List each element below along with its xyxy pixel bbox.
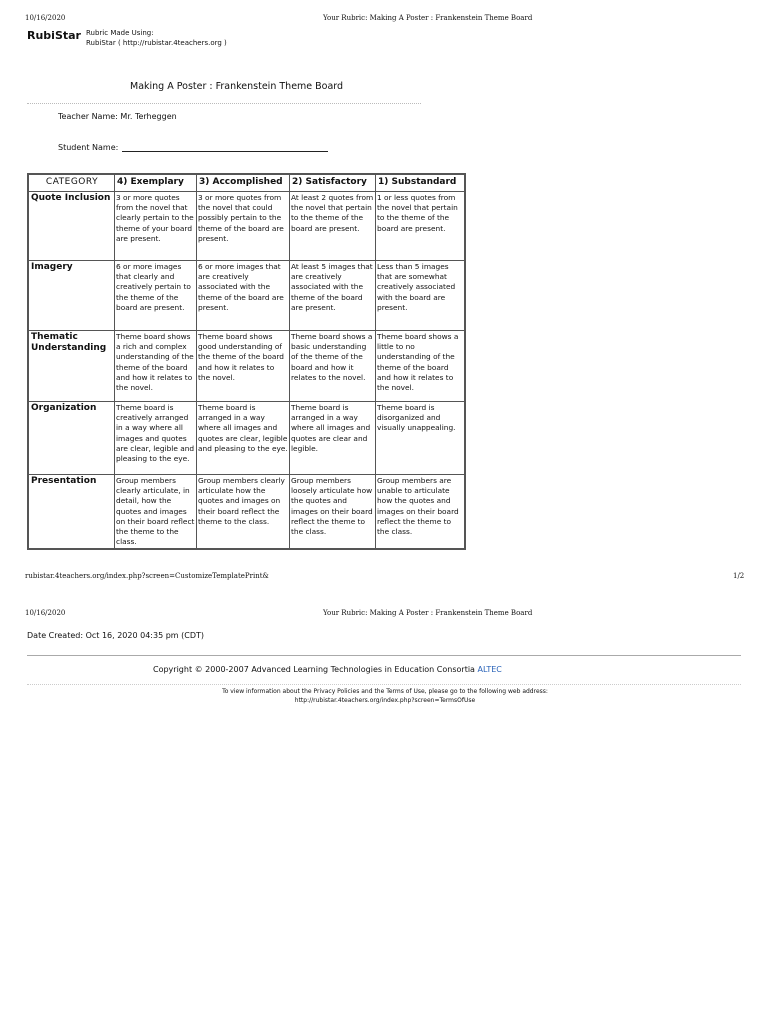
table-row [28, 331, 465, 402]
table-cell: Theme board is creatively arranged in a way where all images and quotes are clear, legible and pleasing to the eye. [115, 402, 197, 475]
table-row [28, 192, 465, 261]
table-cell: Theme board shows good understanding of the theme of the board and how it relates to the novel. [197, 331, 290, 402]
rubric-title: Making A Poster : Frankenstein Theme Board [130, 81, 344, 92]
copyright-line [153, 665, 502, 674]
table-cell: 6 or more images that clearly and creatively pertain to the theme of the board are present. [115, 261, 197, 331]
table-cell: Theme board is disorganized and visually unappealing. [376, 402, 466, 475]
header-exemplary: 4) Exemplary [115, 174, 197, 192]
header-substandard: 1) Substandard [376, 174, 466, 192]
footer-url: rubistar.4teachers.org/index.php?screen=CustomizeTemplatePrint& [25, 572, 269, 580]
made-using-line1: Rubric Made Using: [86, 29, 154, 37]
legal-notice [200, 688, 570, 705]
made-using-line2: RubiStar ( http://rubistar.4teachers.org ) [86, 39, 227, 47]
table-cell: Theme board shows a little to no understanding of the theme of the board and how it relates to the novel. [376, 331, 466, 402]
table-cell: 3 or more quotes from the novel that could possibly pertain to the theme of the board are present. [197, 192, 290, 261]
print-date: 10/16/2020 [25, 14, 66, 22]
page-number: 1/2 [733, 572, 745, 580]
legal-notice-text: To view information about the Privacy Policies and the Terms of Use, please go to the following web address: [222, 688, 548, 695]
rubistar-logo-text: RubiStar [27, 29, 81, 42]
table-cell: Group members are unable to articulate how the quotes and images on their board reflect the theme to the class. [376, 475, 466, 550]
divider [27, 684, 741, 685]
table-header-row [28, 174, 465, 192]
row-category: Imagery [28, 261, 115, 331]
table-row [28, 402, 465, 475]
table-cell: Group members clearly articulate, in detail, how the quotes and images on their board reflect the theme to the class. [115, 475, 197, 550]
table-cell: Theme board shows a rich and complex understanding of the theme of the board and how it relates to the novel. [115, 331, 197, 402]
header-category: CATEGORY [28, 174, 115, 192]
table-cell: Group members loosely articulate how the quotes and images on their board reflect the theme to the class. [290, 475, 376, 550]
table-row [28, 475, 465, 550]
teacher-name: Teacher Name: Mr. Terheggen [58, 112, 177, 121]
table-cell: 3 or more quotes from the novel that clearly pertain to the theme of your board are present. [115, 192, 197, 261]
made-using-note [86, 28, 227, 48]
table-cell: Theme board shows a basic understanding of the theme of the board and how it relates to the novel. [290, 331, 376, 402]
student-name-label: Student Name: [58, 143, 119, 152]
table-cell: At least 5 images that are creatively associated with the theme of the board are present. [290, 261, 376, 331]
print-page-title: Your Rubric: Making A Poster : Frankenstein Theme Board [323, 14, 533, 22]
table-row [28, 261, 465, 331]
terms-of-use-url[interactable]: http://rubistar.4teachers.org/index.php?screen=TermsOfUse [294, 696, 476, 704]
table-cell: Theme board is arranged in a way where all images and quotes are clear and legible. [290, 402, 376, 475]
print-date-page2: 10/16/2020 [25, 609, 66, 617]
table-cell: At least 2 quotes from the novel that pertain to the theme of the board are present. [290, 192, 376, 261]
row-category: Organization [28, 402, 115, 475]
row-category: Presentation [28, 475, 115, 550]
table-cell: Theme board is arranged in a way where all images and quotes are clear, legible and pleasing to the eye. [197, 402, 290, 475]
table-cell: 1 or less quotes from the novel that pertain to the theme of the board are present. [376, 192, 466, 261]
divider [27, 655, 741, 656]
table-cell: Group members clearly articulate how the quotes and images on their board reflect the theme to the class. [197, 475, 290, 550]
altec-link[interactable]: ALTEC [477, 665, 502, 674]
divider [27, 103, 421, 104]
table-cell: Less than 5 images that are somewhat creatively associated with the board are present. [376, 261, 466, 331]
print-page-title-page2: Your Rubric: Making A Poster : Frankenstein Theme Board [323, 609, 533, 617]
header-satisfactory: 2) Satisfactory [290, 174, 376, 192]
student-name-line [58, 142, 328, 152]
row-category: Thematic Understanding [28, 331, 115, 402]
table-cell: 6 or more images that are creatively associated with the theme of the board are present. [197, 261, 290, 331]
rubric-table [27, 173, 466, 550]
header-accomplished: 3) Accomplished [197, 174, 290, 192]
student-name-blank [122, 142, 328, 152]
row-category: Quote Inclusion [28, 192, 115, 261]
date-created: Date Created: Oct 16, 2020 04:35 pm (CDT) [27, 631, 204, 640]
copyright-text: Copyright © 2000-2007 Advanced Learning Technologies in Education Consortia [153, 665, 475, 674]
